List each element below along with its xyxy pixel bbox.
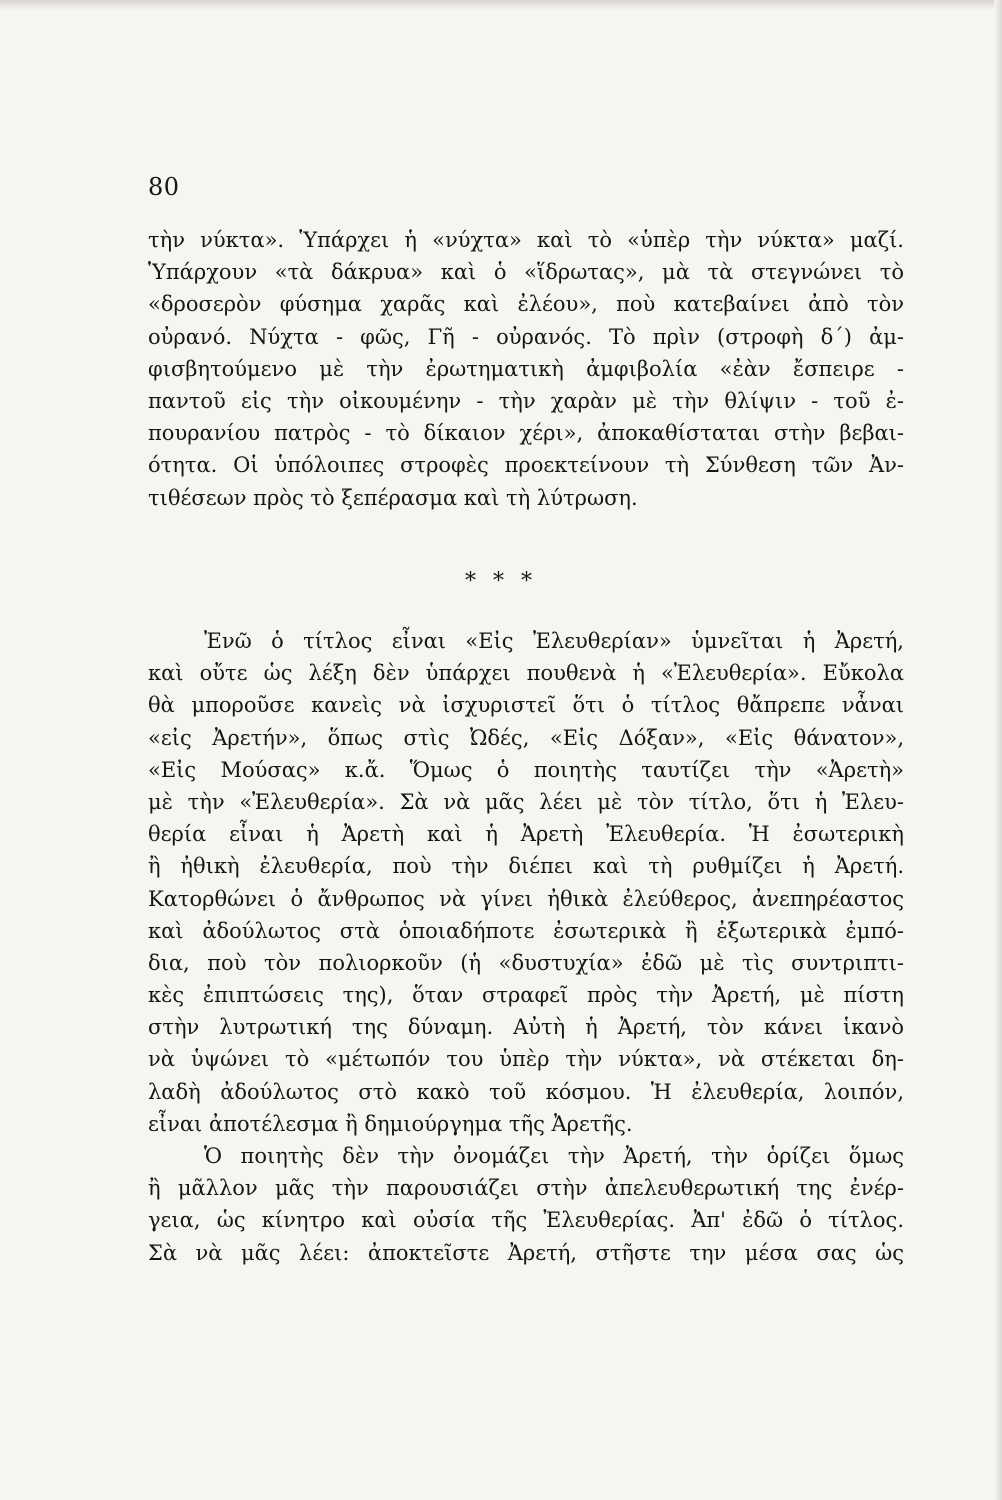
text-line: θὰ μποροῦσε κανεὶς νὰ ἰσχυριστεῖ ὅτι ὁ τίτλος θἄπρεπε νἆναι [148,693,904,718]
text-line: καὶ οὔτε ὡς λέξη δὲν ὑπάρχει πουθενὰ ἡ «Ἐλευθερία». Εὔκολα [148,661,904,686]
text-line: δια, ποὺ τὸν πολιορκοῦν (ἡ «δυστυχία» ἐδῶ μὲ τὶς συντριπτι- [148,950,904,975]
text-line: οὐρανό. Νύχτα - φῶς, Γῆ - οὐρανός. Τὸ πρὶν (στροφὴ δ΄) ἀμ- [148,324,904,349]
text-line: «Εἰς Μούσας» κ.ἄ. Ὅμως ὁ ποιητὴς ταυτίζει τὴν «Ἀρετὴ» [148,757,904,782]
text-line: πουρανίου πατρὸς - τὸ δίκαιον χέρι», ἀποκαθίσταται στὴν βεβαι- [148,421,904,446]
text-line: μὲ τὴν «Ἐλευθερία». Σὰ νὰ μᾶς λέει μὲ τὸν τίτλο, ὅτι ἡ Ἐλευ- [148,789,904,814]
text-line: κὲς ἐπιπτώσεις της), ὅταν στραφεῖ πρὸς τὴν Ἀρετή, μὲ πίστη [148,983,904,1008]
text-line: Κατορθώνει ὁ ἄνθρωπος νὰ γίνει ἠθικὰ ἐλεύθερος, ἀνεπηρέαστος [148,886,904,911]
text-line: καὶ ἀδούλωτος στὰ ὁποιαδήποτε ἐσωτερικὰ ἢ ἐξωτερικὰ ἐμπό- [148,918,904,943]
text-line: λαδὴ ἀδούλωτος στὸ κακὸ τοῦ κόσμου. Ἡ ἐλευθερία, λοιπόν, [148,1079,904,1104]
text-line: Ἐνῶ ὁ τίτλος εἶναι «Εἰς Ἐλευθερίαν» ὑμνεῖται ἡ Ἀρετή, [204,629,904,653]
text-line: ἢ ἠθικὴ ἐλευθερία, ποὺ τὴν διέπει καὶ τὴ ρυθμίζει ἡ Ἀρετή. [148,854,904,879]
page-number: 80 [148,173,180,201]
text-line: ότητα. Οἱ ὑπόλοιπες στροφὲς προεκτείνουν τὴ Σύνθεση τῶν Ἀν- [148,453,904,478]
paragraph-1 [148,224,904,514]
text-line: τὴν νύκτα». Ὑπάρχει ἡ «νύχτα» καὶ τὸ «ὑπὲρ τὴν νύκτα» μαζί. [148,228,904,252]
text-line: εἶναι ἀποτέλεσμα ἢ δημιούργημα τῆς Ἀρετῆς. [148,1111,633,1136]
page-right-edge [994,0,1002,1500]
text-line: «εἰς Ἀρετήν», ὅπως στὶς Ὠδές, «Εἰς Δόξαν», «Εἰς θάνατον», [148,725,904,750]
text-line: ἢ μᾶλλον μᾶς τὴν παρουσιάζει στὴν ἀπελευθερωτική της ἐνέρ- [148,1176,904,1201]
text-line: στὴν λυτρωτική της δύναμη. Αὐτὴ ἡ Ἀρετή, τὸν κάνει ἱκανὸ [148,1015,904,1040]
text-line: Σὰ νὰ μᾶς λέει: ἀποκτεῖστε Ἀρετή, στῆστε την μέσα σας ὡς [148,1240,904,1265]
text-line: «δροσερὸν φύσημα χαρᾶς καὶ ἐλέου», ποὺ κατεβαίνει ἀπὸ τὸν [148,292,904,317]
text-line: νὰ ὑψώνει τὸ «μέτωπόν του ὑπὲρ τὴν νύκτα», νὰ στέκεται δη- [148,1047,904,1072]
text-line: γεια, ὡς κίνητρο καὶ οὐσία τῆς Ἐλευθερίας. Ἀπ' ἐδῶ ὁ τίτλος. [148,1208,904,1233]
body-text-continued [148,625,904,1269]
page-top-edge [0,0,1002,10]
text-line: θερία εἶναι ἡ Ἀρετὴ καὶ ἡ Ἀρετὴ Ἐλευθερία. Ἡ ἐσωτερικὴ [148,822,904,847]
section-separator: * * * [465,569,537,594]
text-line: Ὑπάρχουν «τὰ δάκρυα» καὶ ὁ «ἵδρωτας», μὰ τὰ στεγνώνει τὸ [148,260,904,285]
text-line: Ὁ ποιητὴς δὲν τὴν ὀνομάζει τὴν Ἀρετή, τὴν ὁρίζει ὅμως [204,1144,904,1168]
text-line: παντοῦ εἰς τὴν οἰκουμένην - τὴν χαρὰν μὲ τὴν θλίψιν - τοῦ ἐ- [148,388,904,413]
text-line: φισβητούμενο μὲ τὴν ἐρωτηματικὴ ἀμφιβολία «ἐὰν ἔσπειρε - [148,356,904,381]
text-line: τιθέσεων πρὸς τὸ ξεπέρασμα καὶ τὴ λύτρωση. [148,485,638,510]
